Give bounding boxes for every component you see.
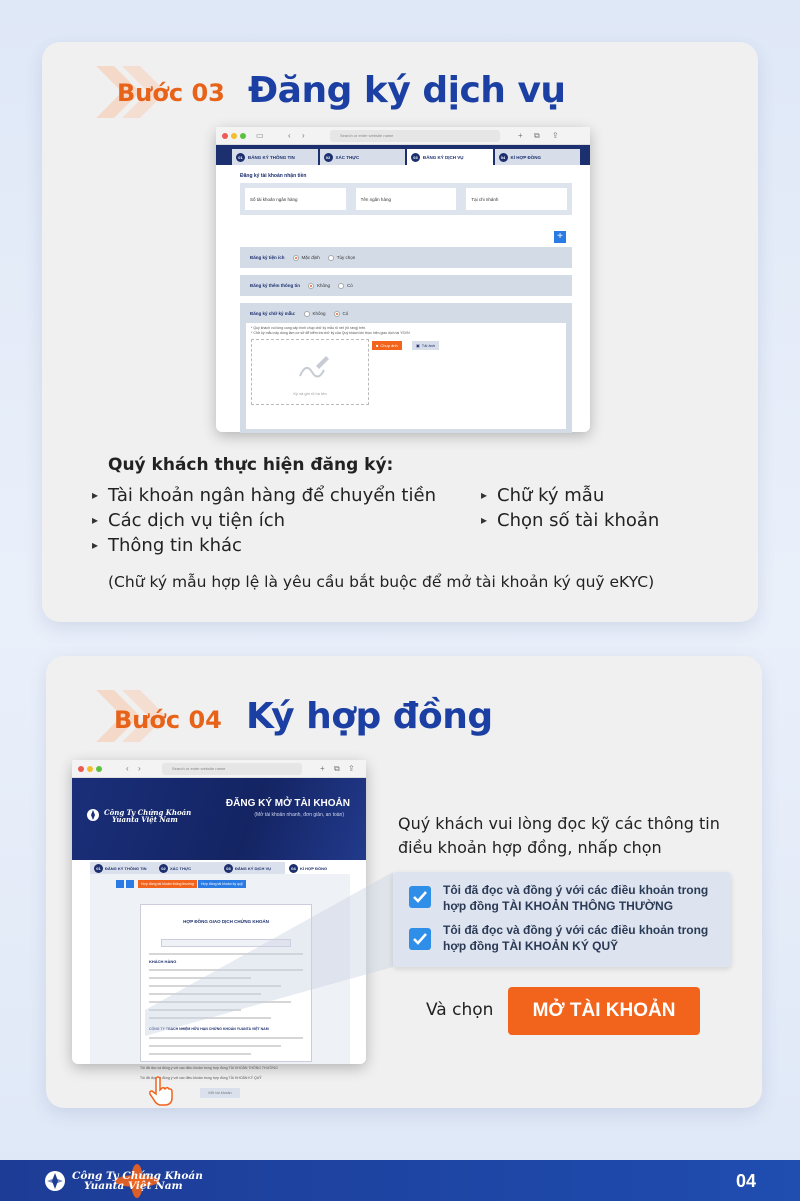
bullet-bank-account: ▸ Tài khoản ngân hàng để chuyển tiền <box>92 485 436 506</box>
new-tab-icon[interactable]: + <box>320 764 325 773</box>
tabs-icon[interactable]: ⧉ <box>534 131 540 140</box>
footer-bar <box>0 1160 800 1201</box>
bullet-services: ▸ Các dịch vụ tiện ích <box>92 510 285 531</box>
page-number: 04 <box>735 1171 756 1191</box>
bank-branch-field[interactable]: Tại chi nhánh <box>466 188 567 210</box>
step4-title: Ký hợp đồng <box>246 696 493 737</box>
yuanta-logo-icon <box>44 1170 66 1192</box>
step3-heading: Quý khách thực hiện đăng ký: <box>108 455 394 475</box>
agree-margin-checkbox[interactable]: Tôi đã đọc và đồng ý với các điều khoản trong hợp đồng TÀI KHOẢN KÝ QUỸ <box>140 1076 262 1080</box>
open-account-button-disabled[interactable]: Mở tài khoản <box>200 1088 240 1098</box>
signature-section <box>240 303 572 433</box>
service-form <box>232 165 580 432</box>
camera-icon: ■ <box>376 343 379 348</box>
contract-margin-button[interactable]: Hợp đồng tài khoản ký quỹ <box>198 880 246 888</box>
agree-normal-checkbox[interactable] <box>409 886 431 908</box>
extra-no-radio[interactable]: Không <box>308 283 330 289</box>
signature-panel <box>246 323 566 429</box>
step4-label: Bước 04 <box>114 706 222 734</box>
tab-verify[interactable]: 02 XÁC THỰC <box>320 149 406 165</box>
agree-normal-label: Tôi đã đọc và đồng ý với các điều khoản trong hợp đồng TÀI KHOẢN THÔNG THƯỜNG <box>443 883 709 913</box>
bank-account-field[interactable]: Số tài khoản ngân hàng <box>245 188 346 210</box>
bullet-signature: ▸ Chữ ký mẫu <box>481 485 604 506</box>
zoom-out-icon[interactable] <box>126 880 134 888</box>
bank-name-field[interactable]: Tên ngân hàng <box>356 188 457 210</box>
tab-sign-contract[interactable]: 04 KÍ HỢP ĐỒNG <box>285 862 350 874</box>
agreement-panel <box>393 872 731 967</box>
forward-icon[interactable]: › <box>138 764 141 773</box>
signature-note: * Quý khách vui lòng cung cấp hình chụp chữ ký mẫu rõ nét (rõ ràng) trên. * Chữ ký mẫu này dùng làm cơ sở để kiểm tra chữ ký của Quý khách khi thực hiện giao dịch tại YSVN <box>251 326 410 335</box>
check-icon <box>412 889 428 905</box>
tab-register-info[interactable]: 01 ĐĂNG KÝ THÔNG TIN <box>232 149 318 165</box>
footer-logo-text: Công Ty Chứng Khoán Yuanta Việt Nam <box>72 1170 203 1192</box>
step-tabs <box>232 149 580 165</box>
signature-upload-area[interactable] <box>251 339 369 405</box>
browser-toolbar <box>216 127 590 145</box>
bank-section-title: Đăng ký tài khoản nhận tiền <box>240 173 307 179</box>
hand-cursor-icon <box>148 1076 174 1106</box>
new-tab-icon[interactable]: + <box>518 131 523 140</box>
back-icon[interactable]: ‹ <box>288 131 291 140</box>
zoom-in-icon[interactable] <box>116 880 124 888</box>
signature-row: Đăng ký chữ ký mẫu: Không Có <box>250 311 349 316</box>
services-row: Đăng ký tiện ích Mặc định Tùy chọn <box>240 247 572 268</box>
tab-sign-contract[interactable]: 04 KÍ HỢP ĐỒNG <box>495 149 581 165</box>
doc-section-company: CÔNG TY TRÁCH NHIỆM HỮU HẠN CHỨNG KHOÁN YUANTA VIỆT NAM <box>149 1027 269 1031</box>
contract-normal-button[interactable]: Hợp đồng tài khoản thông thường <box>138 880 197 888</box>
tab-verify[interactable]: 02 XÁC THỰC <box>155 862 220 874</box>
step3-browser-mockup <box>216 127 590 432</box>
address-bar[interactable]: Search or enter website name <box>330 130 500 142</box>
step3-label: Bước 03 <box>117 79 225 107</box>
agree-margin-label: Tôi đã đọc và đồng ý với các điều khoản trong hợp đồng TÀI KHOẢN KÝ QUỸ <box>443 923 709 953</box>
hero-title: ĐĂNG KÝ MỞ TÀI KHOẢN <box>225 798 350 809</box>
extra-info-row: Đăng ký thêm thông tin Không Có <box>240 275 572 296</box>
signature-caption: Ký và ghi rõ họ tên <box>293 391 327 396</box>
tab-register-service[interactable]: 03 ĐĂNG KÝ DỊCH VỤ <box>407 149 493 165</box>
signature-no-radio[interactable]: Không <box>304 311 326 317</box>
signature-requirement-note: (Chữ ký mẫu hợp lệ là yêu cầu bắt buộc để mở tài khoản ký quỹ eKYC) <box>108 573 655 591</box>
hero-banner <box>72 778 366 860</box>
form-header <box>216 145 590 165</box>
bank-fields-row <box>240 183 572 215</box>
step3-title: Đăng ký dịch vụ <box>248 70 566 111</box>
and-choose-text: Và chọn <box>426 1000 494 1020</box>
bullet-account-number: ▸ Chọn số tài khoản <box>481 510 659 531</box>
services-default-radio[interactable]: Mặc định <box>293 255 320 261</box>
sidebar-icon[interactable]: ▭ <box>256 131 264 140</box>
browser-toolbar <box>72 760 366 778</box>
doc-title: HỢP ĐỒNG GIAO DỊCH CHỨNG KHOÁN <box>183 919 269 924</box>
open-account-button[interactable]: MỞ TÀI KHOẢN <box>508 987 700 1035</box>
back-icon[interactable]: ‹ <box>126 764 129 773</box>
forward-icon[interactable]: › <box>302 131 305 140</box>
share-icon[interactable]: ⇪ <box>348 764 355 773</box>
yuanta-logo-icon <box>86 808 100 822</box>
tab-register-service[interactable]: 03 ĐĂNG KÝ DỊCH VỤ <box>220 862 285 874</box>
take-photo-button[interactable]: ■ Chụp ảnh <box>372 341 402 350</box>
services-custom-radio[interactable]: Tùy chọn <box>328 255 356 261</box>
address-bar[interactable]: Search or enter website name <box>162 763 302 775</box>
tab-register-info[interactable]: 01 ĐĂNG KÝ THÔNG TIN <box>90 862 155 874</box>
image-icon: ▣ <box>416 343 420 348</box>
agree-margin-checkbox[interactable] <box>409 928 431 950</box>
signature-yes-radio[interactable]: Có <box>334 311 349 317</box>
hero-subtitle: (Mở tài khoản nhanh, đơn giản, an toàn) <box>254 812 344 818</box>
hero-logo-line1: Công Ty Chứng Khoán <box>104 808 192 817</box>
signature-pen-icon <box>294 352 330 382</box>
step4-instruction: Quý khách vui lòng đọc kỹ các thông tin điều khoản hợp đồng, nhấp chọn <box>398 814 720 857</box>
share-icon[interactable]: ⇪ <box>552 131 559 140</box>
agree-normal-checkbox[interactable]: Tôi đã đọc và đồng ý với các điều khoản trong hợp đồng TÀI KHOẢN THÔNG THƯỜNG <box>140 1066 278 1070</box>
extra-yes-radio[interactable]: Có <box>338 283 353 289</box>
zoom-callout-shape <box>140 870 400 1040</box>
hero-logo-line2: Yuanta Việt Nam <box>112 815 178 824</box>
tabs-icon[interactable]: ⧉ <box>334 764 340 773</box>
add-bank-button[interactable]: + <box>554 231 566 243</box>
upload-photo-button[interactable]: ▣ Tải ảnh <box>412 341 439 350</box>
check-icon <box>412 931 428 947</box>
doc-section-customer: KHÁCH HÀNG <box>149 959 177 964</box>
bullet-other-info: ▸ Thông tin khác <box>92 535 242 556</box>
